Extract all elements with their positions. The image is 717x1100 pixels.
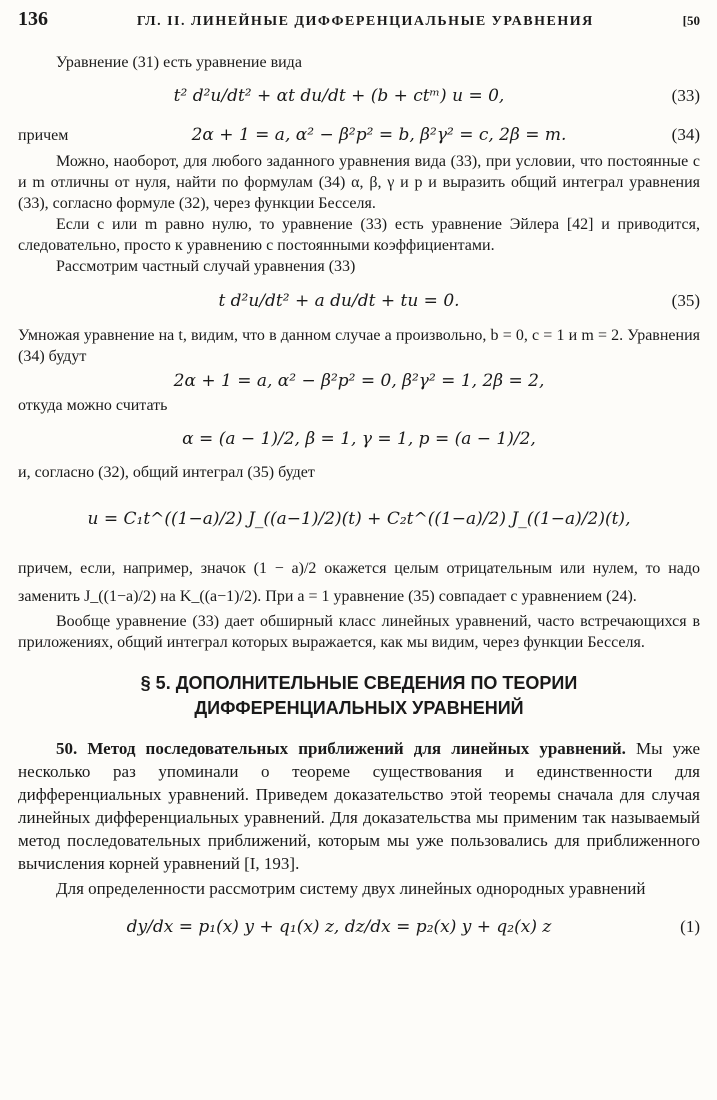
equation-general-integral [18, 483, 700, 555]
equation-values-body: α = (a − 1)/2, β = 1, γ = 1, p = (a − 1)/2, [182, 429, 536, 449]
paragraph-5: Рассмотрим частный случай уравнения (33) [56, 258, 356, 275]
page-number: 136 [18, 8, 48, 30]
equation-33 [18, 73, 700, 119]
paragraph-11-text: Мы уже несколько раз упоминали о теореме существования и единственности для дифференциальных уравнений. Приведем доказательство этой теоремы сначала для случая линейных дифференциальных уравнений. Для доказательства мы применим так называемый метод последовательных приближений, которым мы уже пользовались для приближенного вычисления корней уравнений [I, 193]. [18, 739, 700, 873]
section-heading-line-1: § 5. ДОПОЛНИТЕЛЬНЫЕ СВЕДЕНИЯ ПО ТЕОРИИ [140, 673, 578, 693]
section-heading-line-2: ДИФФЕРЕНЦИАЛЬНЫХ УРАВНЕНИЙ [194, 698, 524, 718]
equation-1 [18, 900, 700, 954]
equation-34-body: 2α + 1 = a, α² − β²p² = b, β²γ² = c, 2β = m. [191, 125, 567, 145]
paragraph-1: Уравнение (31) есть уравнение вида [56, 54, 302, 71]
equation-1-body: dy/dx = p₁(x) y + q₁(x) z, dz/dx = p₂(x) y + q₂(x) z [126, 917, 552, 937]
equation-33-label: (33) [671, 86, 700, 105]
paragraph-12: Для определенности рассмотрим систему двух линейных однородных уравнений [56, 879, 646, 898]
equation-1-label: (1) [680, 917, 700, 936]
document-page [18, 8, 700, 954]
equation-34 [98, 125, 700, 145]
subsection-title: 50. Метод последовательных приближений для линейных уравнений. [56, 739, 626, 758]
equation-system [18, 367, 700, 395]
equation-system-body: 2α + 1 = a, α² − β²p² = 0, β²γ² = 1, 2β = 2, [173, 371, 545, 391]
page-header [18, 8, 700, 38]
paragraph-11 [18, 737, 700, 875]
paragraph-8: и, согласно (32), общий интеграл (35) будет [18, 464, 315, 481]
paragraph-4: Если c или m равно нулю, то уравнение (33) есть уравнение Эйлера [42] и приводится, следовательно, просто к уравнению с постоянными коэффициентами. [18, 216, 700, 254]
paragraph-10: Вообще уравнение (33) дает обширный класс линейных уравнений, часто встречающихся в приложениях, общий интеграл которых выражается, как мы видим, через функции Бесселя. [18, 613, 700, 651]
chapter-title: ГЛ. II. ЛИНЕЙНЫЕ ДИФФЕРЕНЦИАЛЬНЫЕ УРАВНЕНИЯ [136, 14, 594, 29]
equation-35-body: t d²u/dt² + a du/dt + tu = 0. [218, 291, 460, 311]
equation-35 [18, 277, 700, 325]
equation-values [18, 416, 700, 462]
paragraph-3: Можно, наоборот, для любого заданного уравнения вида (33), при условии, что постоянные c и m отличны от нуля, найти по формулам (34) α, β, γ и p и выразить общий интеграл уравнения (33), согласно формуле (32), через функции Бесселя. [18, 153, 700, 212]
equation-34-label: (34) [671, 125, 700, 144]
paragraph-2-lead: причем [18, 126, 69, 144]
equation-35-label: (35) [671, 291, 700, 310]
section-marker: [50 [682, 13, 700, 28]
paragraph-7: откуда можно считать [18, 397, 168, 414]
paragraph-9: причем, если, например, значок (1 − a)/2 окажется целым отрицательным или нулем, то надо заменить J_((1−a)/2) на K_((a−1)/2). При a = 1 уравнение (35) совпадает с уравнением (24). [18, 560, 700, 605]
paragraph-6: Умножая уравнение на t, видим, что в данном случае a произвольно, b = 0, c = 1 и m = 2. Уравнения (34) будут [18, 327, 700, 365]
section-heading [18, 671, 700, 721]
equation-33-body: t² d²u/dt² + αt du/dt + (b + ctᵐ) u = 0, [173, 86, 505, 106]
equation-general-integral-body: u = C₁t^((1−a)/2) J_((a−1)/2)(t) + C₂t^((1−a)/2) J_((1−a)/2)(t), [87, 509, 631, 529]
